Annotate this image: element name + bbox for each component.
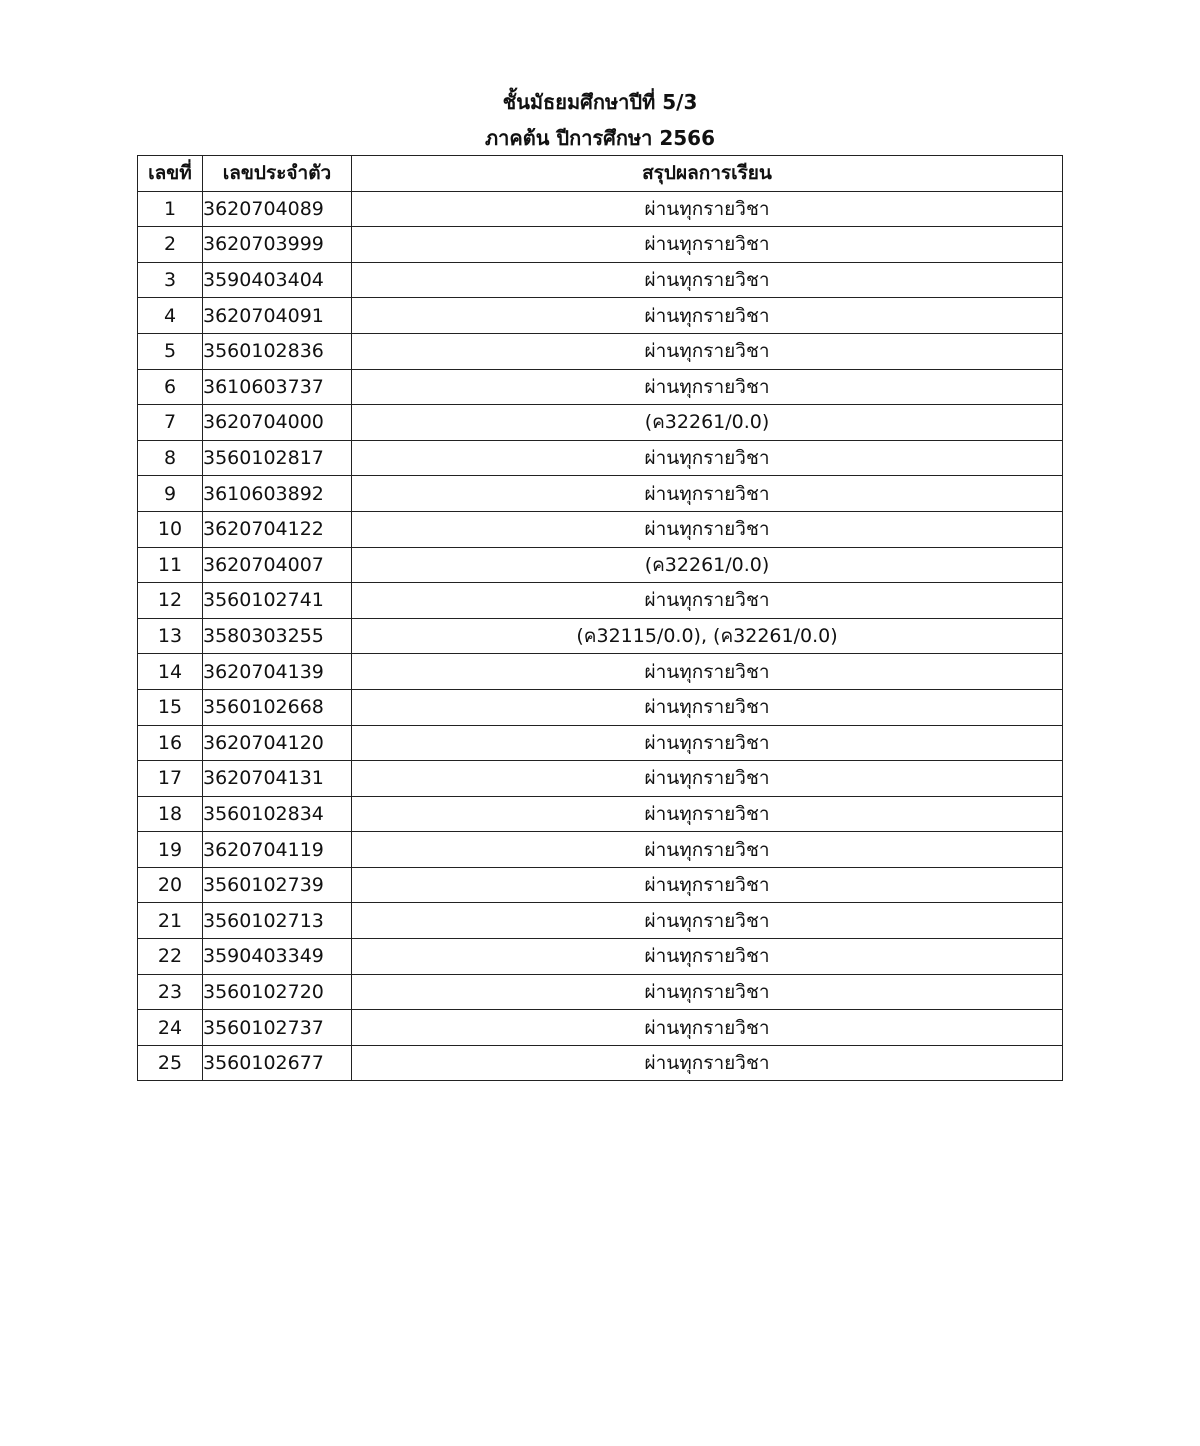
student-id: 3620704139 [203,654,352,690]
student-id: 3590403349 [203,939,352,975]
row-number: 19 [138,832,203,868]
table-row [138,867,1063,903]
student-id: 3620704000 [203,405,352,441]
result-summary: ผ่านทุกรายวิชา [352,1010,1063,1046]
result-summary: ผ่านทุกรายวิชา [352,333,1063,369]
row-number: 5 [138,333,203,369]
table-row [138,583,1063,619]
student-id: 3560102834 [203,796,352,832]
row-number: 2 [138,227,203,263]
results-table [137,155,1063,1081]
result-summary: ผ่านทุกรายวิชา [352,832,1063,868]
table-row [138,547,1063,583]
student-id: 3620704131 [203,761,352,797]
result-summary: ผ่านทุกรายวิชา [352,725,1063,761]
table-row [138,939,1063,975]
row-number: 6 [138,369,203,405]
result-summary: ผ่านทุกรายวิชา [352,298,1063,334]
result-summary: (ค32261/0.0) [352,405,1063,441]
document-subtitle: ภาคต้น ปีการศึกษา 2566 [484,126,716,150]
row-number: 16 [138,725,203,761]
result-summary: ผ่านทุกรายวิชา [352,689,1063,725]
result-summary: ผ่านทุกรายวิชา [352,227,1063,263]
table-row [138,1045,1063,1081]
table-row [138,725,1063,761]
header-result: สรุปผลการเรียน [352,156,1063,192]
table-row [138,654,1063,690]
table-row [138,333,1063,369]
row-number: 18 [138,796,203,832]
table-row [138,796,1063,832]
result-summary: ผ่านทุกรายวิชา [352,476,1063,512]
table-row [138,298,1063,334]
row-number: 9 [138,476,203,512]
table-body [138,191,1063,1081]
row-number: 22 [138,939,203,975]
table-row [138,618,1063,654]
student-id: 3620704089 [203,191,352,227]
table-row [138,974,1063,1010]
student-id: 3610603892 [203,476,352,512]
student-id: 3620703999 [203,227,352,263]
student-id: 3560102677 [203,1045,352,1081]
table-row [138,405,1063,441]
table-row [138,511,1063,547]
student-id: 3560102739 [203,867,352,903]
student-id: 3560102668 [203,689,352,725]
table-row [138,191,1063,227]
student-id: 3620704091 [203,298,352,334]
row-number: 13 [138,618,203,654]
row-number: 3 [138,262,203,298]
row-number: 23 [138,974,203,1010]
result-summary: ผ่านทุกรายวิชา [352,440,1063,476]
header-number: เลขที่ [138,156,203,192]
result-summary: ผ่านทุกรายวิชา [352,761,1063,797]
row-number: 14 [138,654,203,690]
result-summary: ผ่านทุกรายวิชา [352,796,1063,832]
result-summary: ผ่านทุกรายวิชา [352,369,1063,405]
result-summary: ผ่านทุกรายวิชา [352,974,1063,1010]
table-row [138,227,1063,263]
student-id: 3560102713 [203,903,352,939]
table-row [138,369,1063,405]
document-title: ชั้นมัธยมศึกษาปีที่ 5/3 [502,90,698,114]
header-student-id: เลขประจำตัว [203,156,352,192]
student-id: 3560102817 [203,440,352,476]
student-id: 3620704120 [203,725,352,761]
student-id: 3620704119 [203,832,352,868]
result-summary: ผ่านทุกรายวิชา [352,1045,1063,1081]
row-number: 4 [138,298,203,334]
row-number: 17 [138,761,203,797]
student-id: 3560102741 [203,583,352,619]
student-id: 3560102737 [203,1010,352,1046]
row-number: 11 [138,547,203,583]
table-row [138,689,1063,725]
student-id: 3590403404 [203,262,352,298]
row-number: 10 [138,511,203,547]
result-summary: ผ่านทุกรายวิชา [352,939,1063,975]
row-number: 12 [138,583,203,619]
student-id: 3610603737 [203,369,352,405]
student-id: 3580303255 [203,618,352,654]
result-summary: ผ่านทุกรายวิชา [352,654,1063,690]
row-number: 21 [138,903,203,939]
table-row [138,476,1063,512]
table-row [138,761,1063,797]
row-number: 15 [138,689,203,725]
result-summary: ผ่านทุกรายวิชา [352,191,1063,227]
row-number: 24 [138,1010,203,1046]
result-summary: ผ่านทุกรายวิชา [352,867,1063,903]
student-id: 3620704122 [203,511,352,547]
result-summary: ผ่านทุกรายวิชา [352,903,1063,939]
row-number: 8 [138,440,203,476]
table-row [138,262,1063,298]
result-summary: (ค32261/0.0) [352,547,1063,583]
row-number: 7 [138,405,203,441]
table-row [138,903,1063,939]
student-id: 3560102836 [203,333,352,369]
result-summary: (ค32115/0.0), (ค32261/0.0) [352,618,1063,654]
row-number: 25 [138,1045,203,1081]
table-row [138,832,1063,868]
table-row [138,440,1063,476]
row-number: 1 [138,191,203,227]
student-id: 3620704007 [203,547,352,583]
result-summary: ผ่านทุกรายวิชา [352,583,1063,619]
result-summary: ผ่านทุกรายวิชา [352,262,1063,298]
table-row [138,1010,1063,1046]
student-id: 3560102720 [203,974,352,1010]
table-header-row [138,156,1063,192]
result-summary: ผ่านทุกรายวิชา [352,511,1063,547]
row-number: 20 [138,867,203,903]
